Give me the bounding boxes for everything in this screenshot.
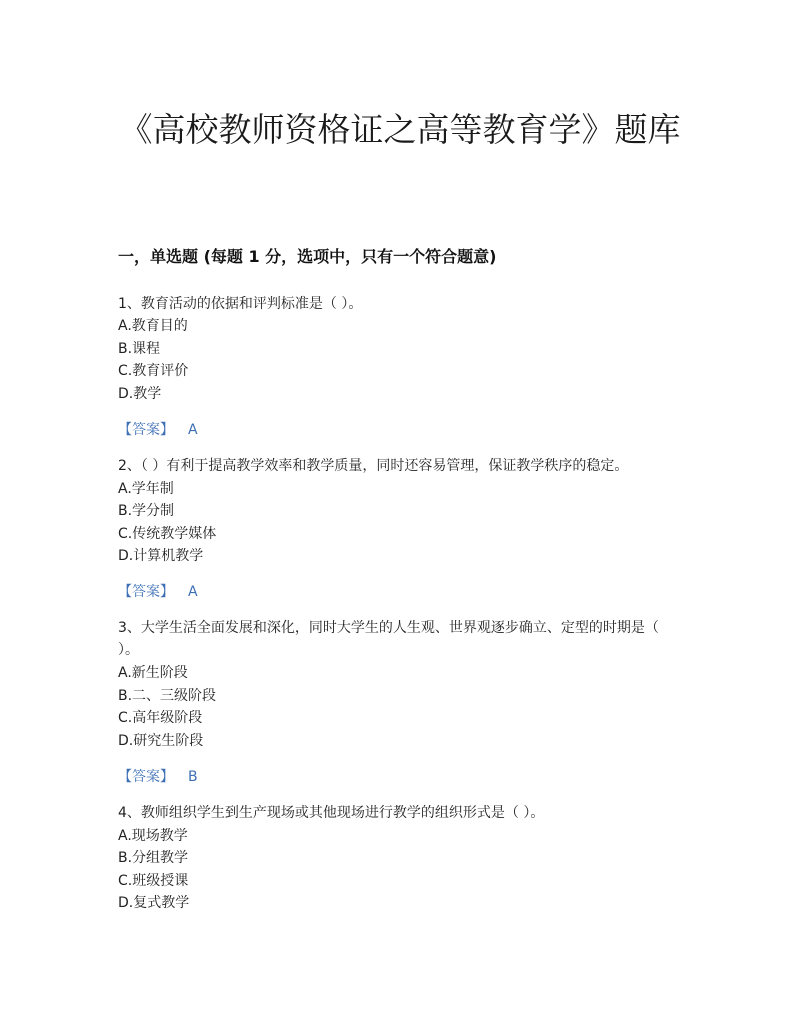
- option-d: D.计算机教学: [118, 548, 204, 564]
- option-a: A.新生阶段: [118, 665, 188, 681]
- answer-value: A: [188, 422, 198, 438]
- question-stem: 2、（ ）有利于提高教学效率和教学质量，同时还容易管理，保证教学秩序的稳定。: [118, 458, 629, 474]
- option-d: D.复式教学: [118, 895, 190, 911]
- question-stem: 4、教师组织学生到生产现场或其他现场进行教学的组织形式是（ ）。: [118, 805, 545, 821]
- answer-label: 【答案】: [118, 584, 174, 600]
- answer-line: [118, 581, 198, 603]
- option-b: B.课程: [118, 341, 161, 357]
- option-c: C.教育评价: [118, 363, 189, 379]
- option-a: A.教育目的: [118, 318, 188, 334]
- question-stem: 3、大学生活全面发展和深化，同时大学生的人生观、世界观逐步确立、定型的时期是（ ）。: [118, 620, 659, 658]
- option-a: A.现场教学: [118, 828, 188, 844]
- answer-line: [118, 766, 198, 788]
- answer-value: B: [188, 769, 198, 785]
- answer-value: A: [188, 584, 198, 600]
- answer-label: 【答案】: [118, 769, 174, 785]
- option-d: D.教学: [118, 386, 162, 402]
- section-heading: 一，单选题 (每题 1 分，选项中，只有一个符合题意): [118, 247, 497, 266]
- answer-label: 【答案】: [118, 422, 174, 438]
- option-c: C.班级授课: [118, 873, 189, 889]
- option-a: A.学年制: [118, 481, 174, 497]
- answer-line: [118, 419, 198, 441]
- document-title: 《高校教师资格证之高等教育学》题库: [119, 110, 681, 149]
- option-b: B.学分制: [118, 503, 175, 519]
- option-c: C.高年级阶段: [118, 710, 203, 726]
- question-stem: 1、教育活动的依据和评判标准是（ ）。: [118, 296, 363, 312]
- option-b: B.二、三级阶段: [118, 688, 217, 704]
- option-b: B.分组教学: [118, 850, 189, 866]
- option-d: D.研究生阶段: [118, 733, 204, 749]
- option-c: C.传统教学媒体: [118, 526, 217, 542]
